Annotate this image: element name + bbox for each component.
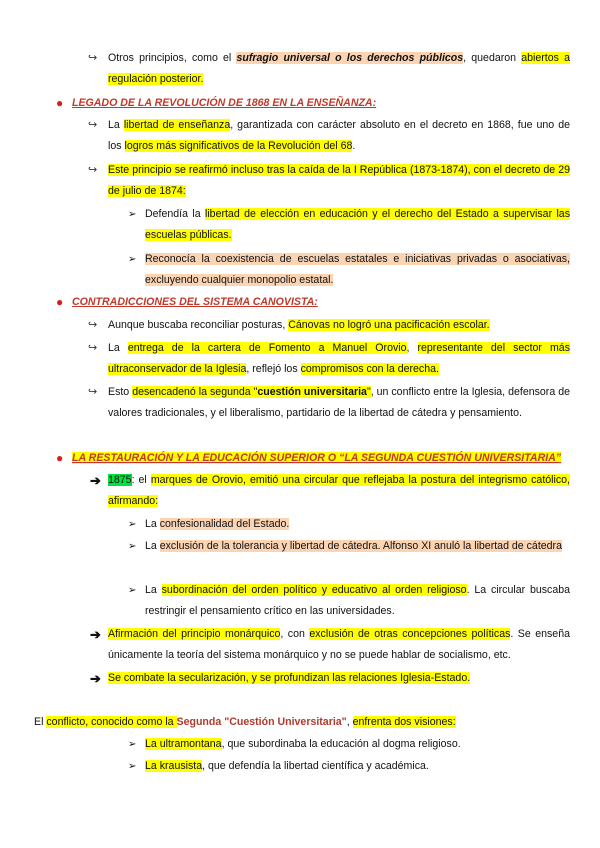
highlight-run: libertad de elección en educación y el derecho del Estado a supervisar las escuelas públicas. xyxy=(145,208,570,241)
list-item xyxy=(108,470,570,512)
big-arrow-bullet-icon: ➔ xyxy=(90,627,101,642)
list-item xyxy=(145,734,570,755)
highlight-run: Reconocía la coexistencia de escuelas estatales e iniciativas privadas o asociativas, excluyendo cualquier monopolio estatal. xyxy=(145,253,570,286)
highlight-run: " xyxy=(366,386,371,398)
highlight-run: abiertos a regulación posterior. xyxy=(108,52,570,85)
highlight-run: conflicto, conocido como la xyxy=(46,716,177,728)
triangle-bullet-icon: ➢ xyxy=(128,739,137,750)
arrow-bullet-icon: ↪ xyxy=(88,52,98,64)
highlight-run: La krausista xyxy=(145,760,203,772)
text-run: Otros principios, como el xyxy=(108,52,237,64)
list-item xyxy=(108,382,570,424)
arrow-bullet-icon: ↪ xyxy=(88,119,98,131)
section-bullet-icon: ● xyxy=(56,295,64,309)
triangle-bullet-icon: ➢ xyxy=(128,585,137,596)
section-bullet-icon: ● xyxy=(56,96,64,110)
text-run: , xyxy=(346,716,353,728)
text-run: Aunque buscaba reconciliar posturas, xyxy=(108,319,289,331)
section-heading: LEGADO DE LA REVOLUCIÓN DE 1868 EN LA ENSEÑANZA: xyxy=(72,97,377,109)
list-item xyxy=(145,249,570,291)
arrow-bullet-icon: ↪ xyxy=(88,342,98,354)
highlight-run: libertad de enseñanza xyxy=(123,119,231,131)
list-item xyxy=(108,48,570,90)
list-item xyxy=(108,160,570,202)
big-arrow-bullet-icon: ➔ xyxy=(90,473,101,488)
highlight-run: subordinación del orden político y educativo al orden religioso xyxy=(161,584,467,596)
text-run: . xyxy=(352,140,356,152)
triangle-bullet-icon: ➢ xyxy=(128,209,137,220)
text-run: La xyxy=(145,584,162,596)
list-item xyxy=(145,204,570,246)
list-item xyxy=(108,315,570,336)
highlight-run: exclusión de la tolerancia y libertad de cátedra. Alfonso XI anuló la libertad de cátedra xyxy=(159,540,562,552)
triangle-bullet-icon: ➢ xyxy=(128,519,137,530)
text-run: La xyxy=(108,119,124,131)
highlight-run: LA RESTAURACIÓN Y LA EDUCACIÓN SUPERIOR O “LA SEGUNDA CUESTIÓN UNIVERSITARIA” xyxy=(72,452,562,464)
highlight-run: Cánovas no logró una pacificación escolar. xyxy=(288,319,490,331)
highlight-run: La ultramontana xyxy=(145,738,222,750)
highlight-run: Este principio se reafirmó incluso tras la caída de la I República (1873-1874), con el decreto de 29 de julio de 1874: xyxy=(108,164,570,197)
text-run: Defendía la xyxy=(145,208,205,220)
highlight-run: marques de Orovio, emitió una circular que reflejaba la postura del integrismo católico, afirmando: xyxy=(108,474,570,507)
highlight-run: Se combate la secularización, y se profundizan las relaciones Iglesia-Estado. xyxy=(108,672,471,684)
arrow-bullet-icon: ↪ xyxy=(88,386,98,398)
highlight-run: exclusión de otras concepciones políticas xyxy=(309,628,511,640)
list-item xyxy=(145,536,570,557)
text-run: La xyxy=(108,342,128,354)
highlight-run: compromisos con la derecha. xyxy=(300,363,439,375)
highlight-run: representante del sector más ultraconservador de la Iglesia xyxy=(108,342,570,375)
text-run: : el xyxy=(131,474,151,486)
text-run: , que subordinaba la educación al dogma religioso. xyxy=(221,738,461,750)
text-run: . La circular buscaba restringir el pensamiento crítico en las universidades. xyxy=(145,584,571,617)
keyword-run: Segunda "Cuestión Universitaria" xyxy=(176,716,347,728)
list-item xyxy=(108,115,570,157)
highlight-run: 1875 xyxy=(108,474,132,486)
highlight-run: logros más significativos de la Revolución del 68 xyxy=(124,140,353,152)
text-run: , xyxy=(406,342,418,354)
text-run: , reflejó los xyxy=(246,363,301,375)
section-heading xyxy=(72,448,572,469)
list-item xyxy=(108,668,570,689)
big-arrow-bullet-icon: ➔ xyxy=(90,671,101,686)
list-item xyxy=(108,338,570,380)
highlight-run: confesionalidad del Estado. xyxy=(159,518,290,530)
highlight-run: sufragio universal o los derechos públicos xyxy=(236,52,464,64)
paragraph xyxy=(34,712,570,733)
text-run: . Se enseña únicamente la teoría del sistema monárquico y no se puede hablar de socialismo, etc. xyxy=(108,628,570,661)
list-item xyxy=(145,580,570,622)
text-run: , con xyxy=(280,628,310,640)
text-run: El xyxy=(34,716,47,728)
list-item xyxy=(108,624,570,666)
highlight-run: enfrenta dos visiones: xyxy=(352,716,456,728)
triangle-bullet-icon: ➢ xyxy=(128,541,137,552)
text-run: La xyxy=(145,540,160,552)
text-run: , garantizada con carácter absoluto en el decreto en 1868, fue uno de los xyxy=(108,119,570,152)
highlight-run: cuestión universitaria xyxy=(257,386,367,398)
text-run: , que defendía la libertad científica y académica. xyxy=(202,760,429,772)
highlight-run: entrega de la cartera de Fomento a Manuel Orovio xyxy=(127,342,407,354)
list-item xyxy=(145,514,570,535)
highlight-run: desencadenó la segunda " xyxy=(132,386,258,398)
triangle-bullet-icon: ➢ xyxy=(128,254,137,265)
arrow-bullet-icon: ↪ xyxy=(88,164,98,176)
text-run: , quedaron xyxy=(463,52,522,64)
list-item xyxy=(145,756,570,777)
triangle-bullet-icon: ➢ xyxy=(128,761,137,772)
arrow-bullet-icon: ↪ xyxy=(88,319,98,331)
text-run: , un conflicto entre la Iglesia, defensora de valores tradicionales, y el liberalismo, partidario de la libertad de cátedra y pensamiento. xyxy=(108,386,570,419)
highlight-run: Afirmación del principio monárquico xyxy=(108,628,281,640)
section-heading: CONTRADICCIONES DEL SISTEMA CANOVISTA: xyxy=(72,296,318,308)
text-run: Esto xyxy=(108,386,133,398)
text-run: La xyxy=(145,518,160,530)
section-bullet-icon: ● xyxy=(56,451,64,465)
